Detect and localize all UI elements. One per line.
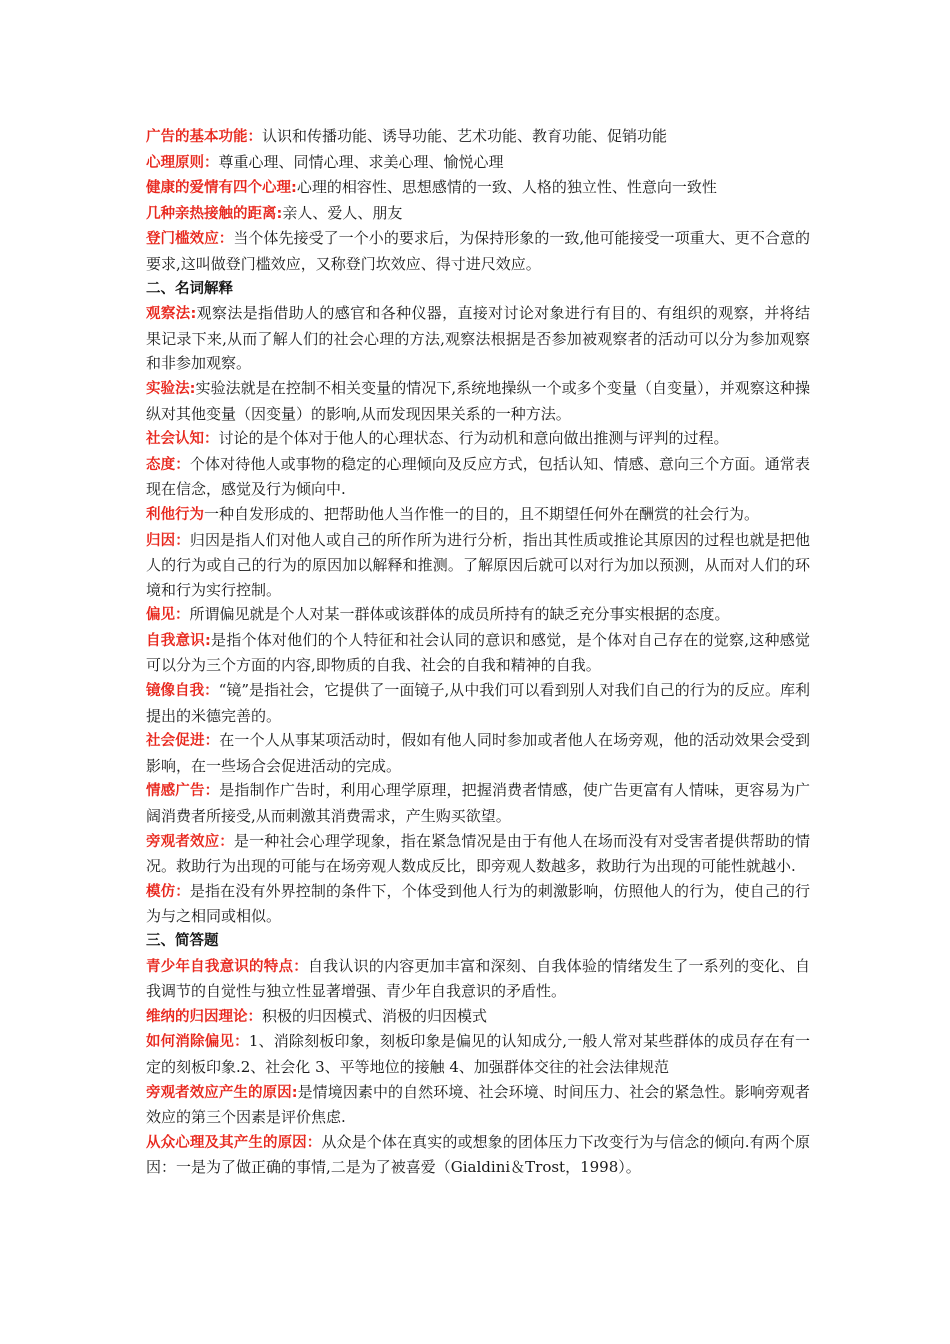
section-heading-short-answer: 三、简答题: [146, 933, 219, 949]
section-1: [146, 124, 810, 277]
entry-foot-in-door: [146, 226, 810, 276]
definition: 认识和传播功能、诱导功能、艺术功能、教育功能、促销功能: [262, 127, 668, 145]
entry-weiner-attribution: [146, 1004, 810, 1030]
term: 偏见：: [146, 607, 190, 624]
definition: 积极的归因模式、消极的归因模式: [262, 1006, 488, 1025]
entry-social-facilitation: [146, 728, 810, 778]
definition: 个体对待他人或事物的稳定的心理倾向及反应方式，包括认知、情感、意向三个方面。通常表现在信念，感觉及行为倾向中.: [146, 454, 810, 499]
definition: 讨论的是个体对于他人的心理状态、行为动机和意向做出推测与评判的过程。: [218, 429, 729, 448]
entry-experiment: [146, 376, 810, 426]
term: 社会认知：: [146, 431, 219, 448]
entry-adolescent-self: [146, 954, 810, 1004]
term: 情感广告：: [146, 783, 220, 800]
definition: 1、消除刻板印象，刻板印象是偏见的认知成分,一般人常对某些群体的成员存在有一定的刻板印象.2、社会化 3、平等地位的接触 4、加强群体交往的社会法律规范: [146, 1032, 810, 1076]
term: 心理原则：: [146, 154, 219, 171]
entry-ad-functions: [146, 124, 810, 150]
definition: 一种自发形成的、把帮助他人当作惟一的目的，且不期望任何外在酬赏的社会行为。: [204, 504, 760, 523]
definition: 心理的相容性、思想感情的一致、人格的独立性、性意向一致性: [296, 178, 717, 197]
section-3: [146, 954, 810, 1180]
definition: 是指制作广告时，利用心理学原理，把握消费者情感，使广告更富有人情味，更容易为广阔消费者所接受,从而刺激其消费需求，产生购买欲望。: [146, 781, 811, 826]
entry-imitation: [146, 879, 810, 929]
entry-prejudice: [146, 602, 810, 628]
term: 青少年自我意识的特点：: [146, 958, 308, 975]
term: 登门槛效应：: [146, 231, 234, 248]
entry-eliminate-prejudice: [146, 1029, 810, 1079]
definition: 观察法是指借助人的感官和各种仪器，直接对讨论对象进行有目的、有组织的观察，并将结果记录下来,从而了解人们的社会心理的方法,观察法根据是否参加被观察者的活动可以分为参加观察和非参加观察。: [146, 304, 810, 373]
term: 镜像自我：: [146, 683, 219, 700]
definition: 当个体先接受了一个小的要求后，为保持形象的一致,他可能接受一项重大、更不合意的要求,这叫做登门槛效应，又称登门坎效应、得寸进尺效应。: [146, 229, 811, 273]
definition: 是情境因素中的自然环境、社会环境、时间压力、社会的紧急性。影响旁观者效应的第三个因素是评价焦虑.: [146, 1082, 810, 1127]
term: 旁观者效应：: [146, 833, 234, 850]
definition: 归因是指人们对他人或自己的所作所为进行分析，指出其性质或推论其原因的过程也就是把他人的行为或自己的行为的原因加以解释和推测。了解原因后就可以对行为加以预测，从而对人们的环境和行为实行控制。: [146, 530, 810, 599]
entry-observation: [146, 301, 810, 376]
definition: 所谓偏见就是个人对某一群体或该群体的成员所持有的缺乏充分事实根据的态度。: [189, 605, 730, 624]
entry-bystander-causes: [146, 1080, 810, 1130]
entry-looking-glass-self: [146, 678, 810, 728]
term: 几种亲热接触的距离:: [146, 205, 283, 222]
entry-intimate-distance: [146, 201, 810, 227]
entry-attribution: [146, 528, 810, 603]
term: 健康的爱情有四个心理:: [146, 180, 297, 197]
entry-attitude: [146, 452, 810, 502]
definition: 实验法就是在控制不相关变量的情况下,系统地操纵一个或多个变量（自变量），并观察这种操纵对其他变量（因变量）的影响,从而发现因果关系的一种方法。: [146, 378, 810, 423]
entry-social-cognition: [146, 426, 810, 452]
entry-emotional-ad: [146, 778, 810, 828]
term: 如何消除偏见：: [146, 1034, 249, 1051]
term: 社会促进：: [146, 733, 220, 750]
term: 维纳的归因理论：: [146, 1008, 262, 1025]
entry-psych-principles: [146, 150, 810, 176]
definition: 是一种社会心理学现象，指在紧急情况是由于有他人在场而没有对受害者提供帮助的情况。救助行为出现的可能与在场旁观人数成反比，即旁观人数越多，救助行为出现的可能性就越小.: [146, 831, 810, 876]
term: 广告的基本功能：: [146, 129, 262, 145]
entry-bystander-effect: [146, 829, 810, 879]
term: 旁观者效应产生的原因:: [146, 1084, 298, 1101]
definition: 在一个人从事某项活动时，假如有他人同时参加或者他人在场旁观，他的活动效果会受到影响，在一些场合会促进活动的完成。: [146, 731, 811, 775]
term: 观察法:: [146, 306, 197, 323]
term: 态度：: [146, 456, 190, 473]
entry-healthy-love: [146, 175, 810, 201]
term: 归因：: [146, 532, 190, 549]
definition: “镜”是指社会，它提供了一面镜子,从中我们可以看到别人对我们自己的行为的反应。库利提出的米德完善的。: [146, 681, 811, 725]
definition: 自我认识的内容更加丰富和深刻、自我体验的情绪发生了一系列的变化、自我调节的自觉性与独立性显著增强、青少年自我意识的矛盾性。: [146, 956, 810, 1001]
term: 利他行为: [146, 506, 204, 523]
section-2: [146, 301, 810, 929]
definition: 尊重心理、同情心理、求美心理、愉悦心理: [218, 152, 504, 171]
term: 从众心理及其产生的原因：: [146, 1134, 322, 1151]
term: 实验法:: [146, 380, 196, 397]
section-heading-terms: 二、名词解释: [146, 280, 233, 297]
definition: 从众是个体在真实的或想象的团体压力下改变行为与信念的倾向.有两个原因：一是为了做正确的事情,二是为了被喜爱（Gialdini＆Trost，1998）。: [146, 1132, 811, 1177]
term: 自我意识:: [146, 632, 211, 649]
definition: 是指个体对他们的个人特征和社会认同的意识和感觉，是个体对自己存在的觉察,这种感觉可以分为三个方面的内容,即物质的自我、社会的自我和精神的自我。: [146, 630, 810, 675]
definition: 是指在没有外界控制的条件下，个体受到他人行为的刺激影响，仿照他人的行为，使自己的行为与之相同或相似。: [146, 881, 810, 926]
entry-altruism: [146, 502, 810, 528]
term: 模仿：: [146, 883, 190, 900]
entry-self-consciousness: [146, 628, 810, 678]
entry-conformity: [146, 1130, 810, 1180]
document-body: [146, 124, 810, 1180]
definition: 亲人、爱人、朋友: [282, 203, 403, 222]
